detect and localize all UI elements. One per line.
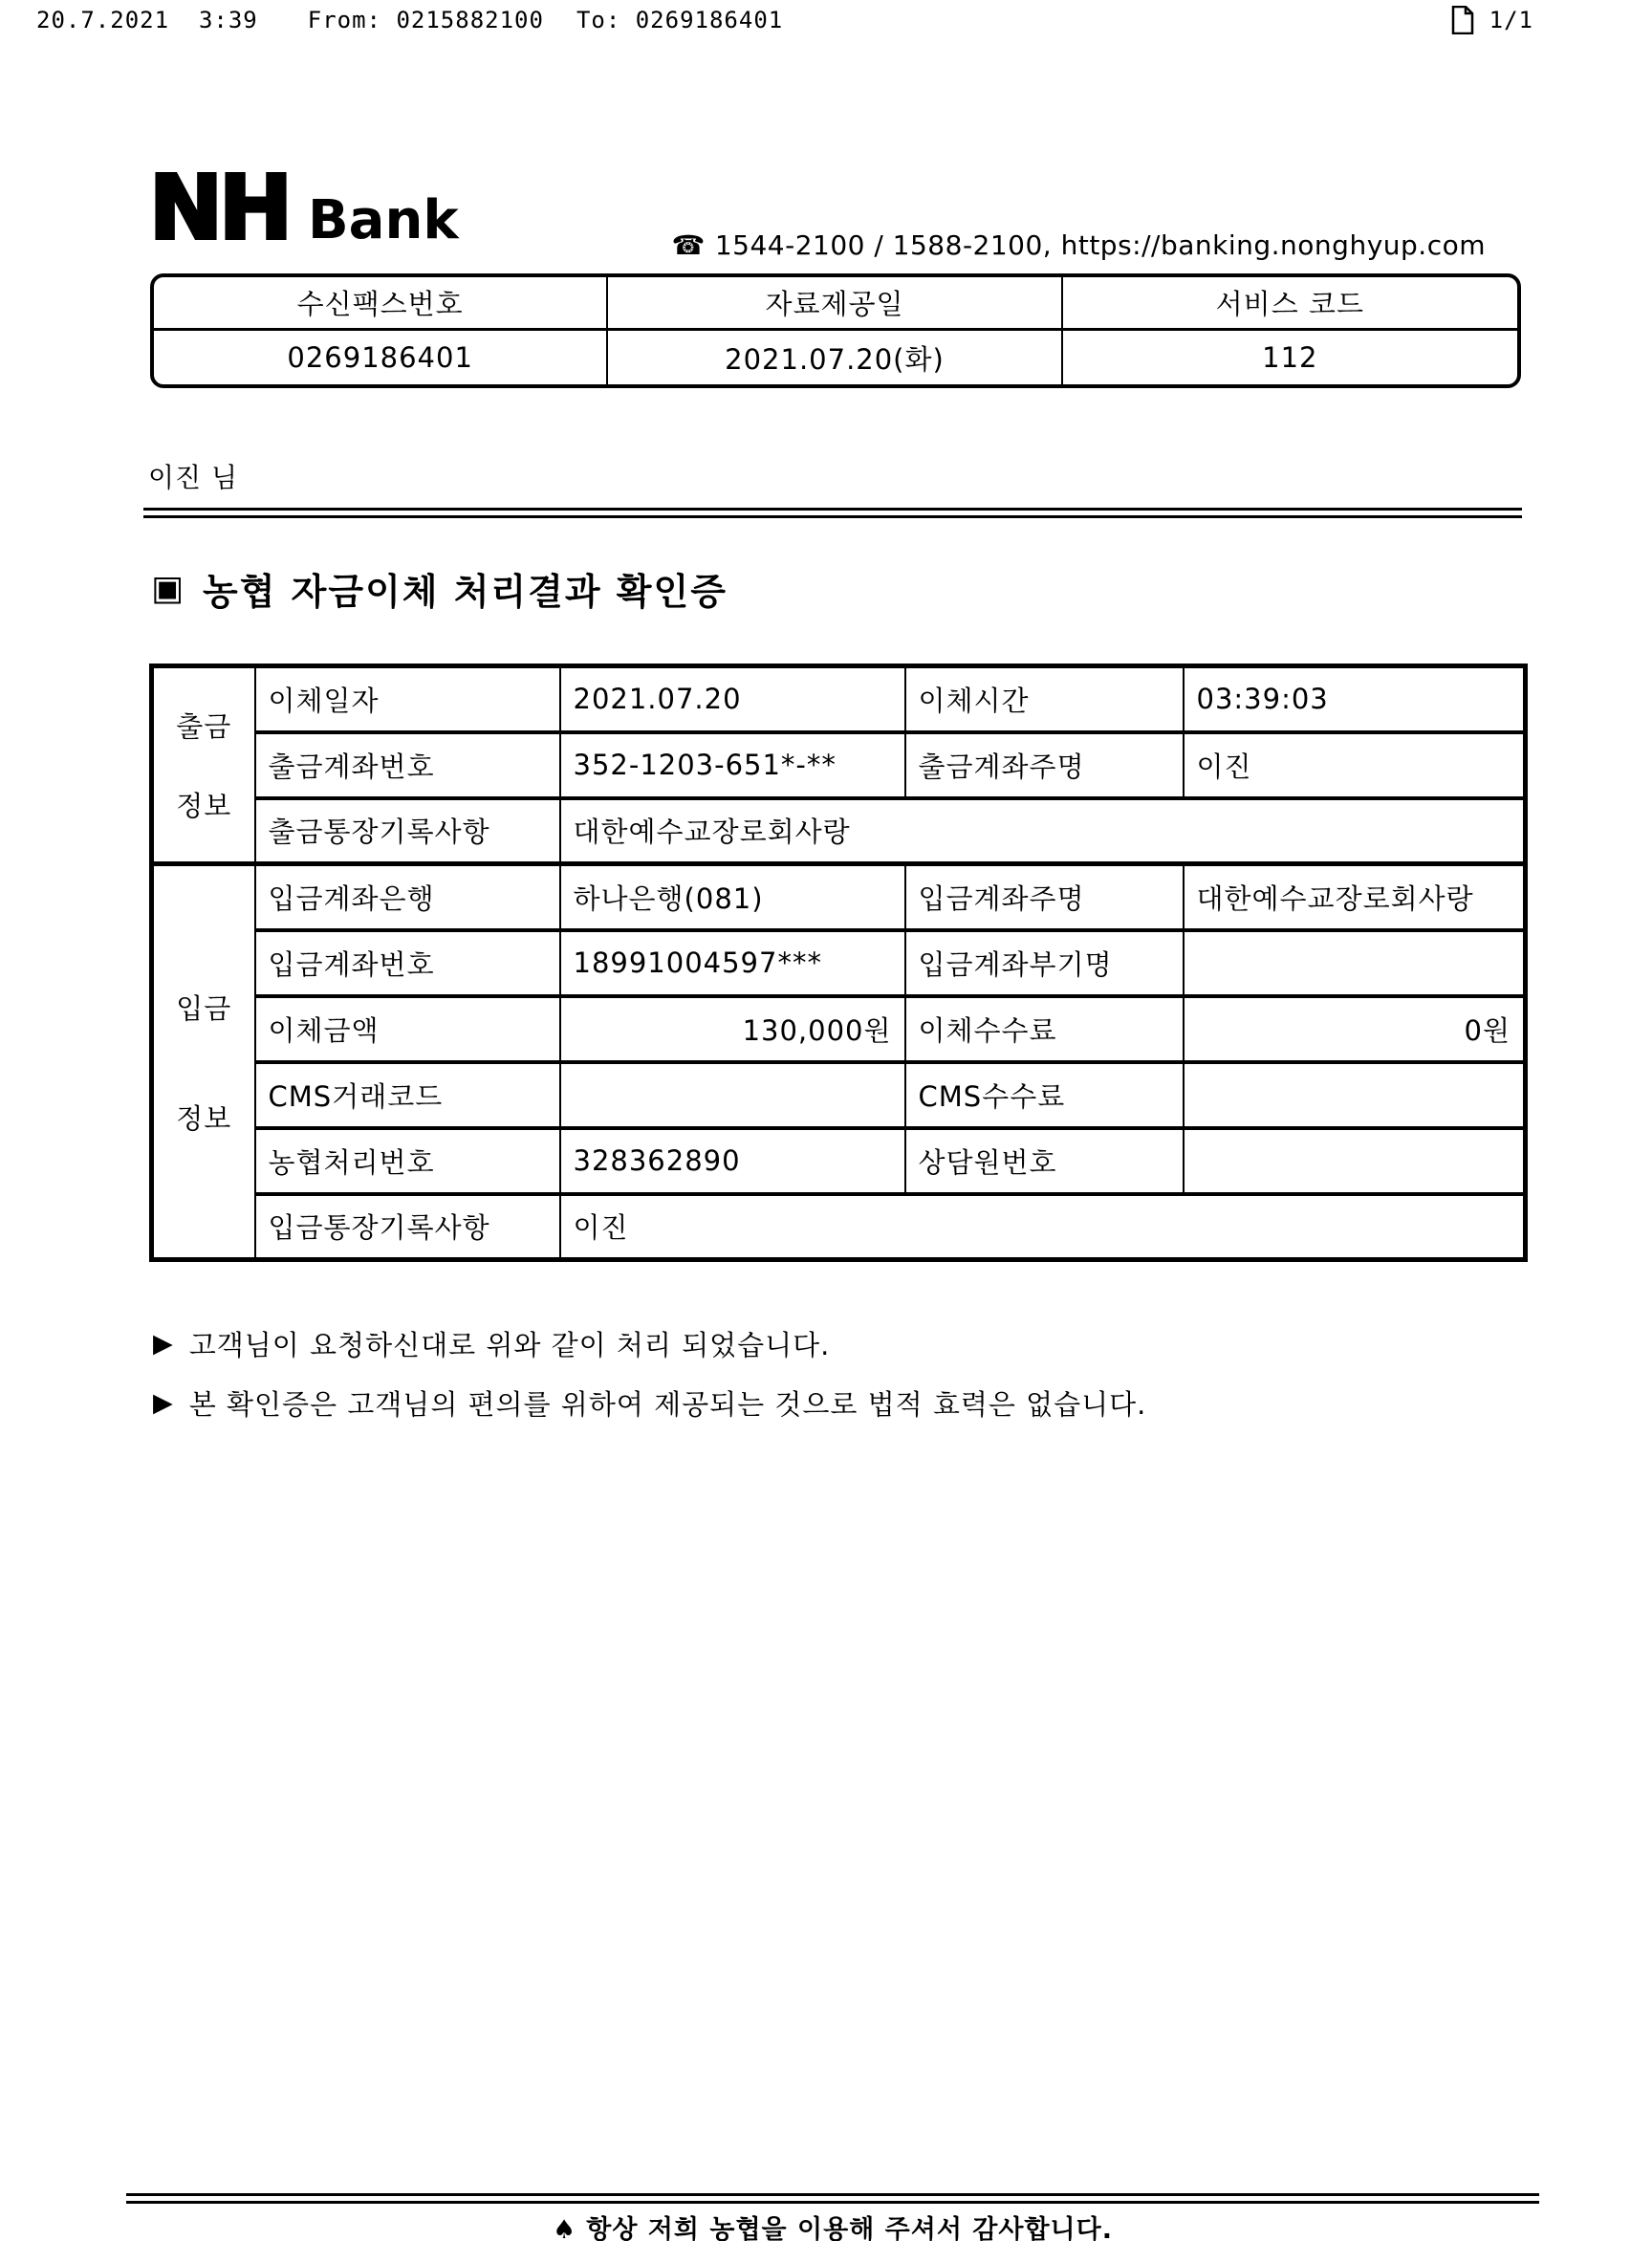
- row-label: 입금계좌은행: [255, 864, 560, 930]
- footer-text: 항상 저희 농협을 이용해 주셔서 감사합니다.: [586, 2215, 1113, 2241]
- section-marker-icon: ▣: [151, 569, 186, 608]
- row-value: [1184, 1062, 1526, 1128]
- table-row: [152, 666, 1526, 732]
- table-row: [152, 1194, 1526, 1260]
- spade-icon: ♠: [553, 2215, 577, 2241]
- fax-from-number: From: 0215882100: [307, 7, 544, 33]
- row-value: 대한예수교장로회사랑: [1184, 864, 1526, 930]
- row-value: 03:39:03: [1184, 666, 1526, 732]
- contact-text: 1544-2100 / 1588-2100, https://banking.nonghyup.com: [714, 229, 1486, 261]
- row-label: 출금통장기록사항: [255, 798, 560, 864]
- table-row: [152, 864, 1526, 930]
- row-label: 입금계좌부기명: [905, 930, 1184, 996]
- row-value: 18991004597***: [560, 930, 905, 996]
- row-label: 이체시간: [905, 666, 1184, 732]
- row-label: 이체금액: [255, 996, 560, 1062]
- row-value: 대한예수교장로회사랑: [560, 798, 1526, 864]
- row-value: [1184, 1128, 1526, 1194]
- row-value: 2021.07.20: [560, 666, 905, 732]
- row-value: [560, 1062, 905, 1128]
- row-label: 상담원번호: [905, 1128, 1184, 1194]
- transfer-result-table: [149, 664, 1528, 1262]
- row-value: 하나은행(081): [560, 864, 905, 930]
- row-label: CMS거래코드: [255, 1062, 560, 1128]
- table-row: [152, 1128, 1526, 1194]
- group-label-line: 정보: [176, 790, 232, 822]
- row-label: 출금계좌주명: [905, 732, 1184, 798]
- note-text: 고객님이 요청하신대로 위와 같이 처리 되었습니다.: [188, 1329, 831, 1361]
- group-label-withdrawal: [152, 666, 255, 864]
- footer-thanks-line: [126, 2208, 1539, 2241]
- row-label: 입금계좌번호: [255, 930, 560, 996]
- row-value: 328362890: [560, 1128, 905, 1194]
- nh-logo-wordmark: NH: [149, 157, 289, 259]
- group-label-line: 출금: [176, 710, 232, 743]
- note-item: [153, 1324, 830, 1363]
- group-label-deposit: [152, 864, 255, 1260]
- phone-icon: ☎: [671, 229, 706, 261]
- fax-datetime: 20.7.2021 3:39: [36, 7, 258, 33]
- fax-transmission-header: [36, 6, 1533, 34]
- row-label: 농협처리번호: [255, 1128, 560, 1194]
- row-value: 이진: [560, 1194, 1526, 1260]
- row-label: 입금통장기록사항: [255, 1194, 560, 1260]
- table-row: [152, 930, 1526, 996]
- row-label: 출금계좌번호: [255, 732, 560, 798]
- table-row: [152, 732, 1526, 798]
- info-value-date: 2021.07.20(화): [608, 331, 1062, 384]
- page-count: 1/1: [1489, 7, 1533, 33]
- bank-wordmark: Bank: [308, 189, 459, 251]
- row-label: 이체일자: [255, 666, 560, 732]
- group-label-line: 정보: [176, 1101, 232, 1135]
- row-value: 352-1203-651*-**: [560, 732, 905, 798]
- fax-info-table: [150, 273, 1521, 388]
- note-text: 본 확인증은 고객님의 편의를 위하여 제공되는 것으로 법적 효력은 없습니다.: [188, 1388, 1147, 1421]
- group-label-line: 입금: [176, 991, 232, 1025]
- fax-to-number: To: 0269186401: [576, 7, 784, 33]
- row-label: 입금계좌주명: [905, 864, 1184, 930]
- page-icon: [1451, 6, 1474, 34]
- info-header-date: 자료제공일: [608, 277, 1062, 331]
- row-label: CMS수수료: [905, 1062, 1184, 1128]
- table-row: [152, 996, 1526, 1062]
- info-value-service-code: 112: [1262, 341, 1318, 374]
- recipient-name: 이진 님: [148, 462, 239, 493]
- triangle-bullet-icon: ▶: [153, 1388, 174, 1418]
- bank-contact-line: [671, 229, 1486, 261]
- divider-rule-top: [143, 508, 1522, 518]
- row-label: 이체수수료: [905, 996, 1184, 1062]
- row-value-fee: 0원: [1184, 996, 1526, 1062]
- section-heading: [151, 562, 728, 615]
- note-item: [153, 1383, 1146, 1423]
- bank-logo: [149, 157, 459, 259]
- row-value-amount: 130,000원: [560, 996, 905, 1062]
- row-value: 이진: [1184, 732, 1526, 798]
- table-row: [152, 1062, 1526, 1128]
- divider-rule-footer: [126, 2193, 1539, 2204]
- triangle-bullet-icon: ▶: [153, 1329, 174, 1359]
- info-value-recv-fax: 0269186401: [154, 331, 608, 384]
- fax-from-to: [308, 7, 783, 33]
- section-title: 농협 자금이체 처리결과 확인증: [203, 571, 728, 613]
- info-header-recv-fax: 수신팩스번호: [154, 277, 608, 331]
- row-value: [1184, 930, 1526, 996]
- table-row: [152, 798, 1526, 864]
- fax-page-indicator: [1451, 6, 1533, 34]
- info-header-service-code: 서비스 코드: [1063, 277, 1517, 331]
